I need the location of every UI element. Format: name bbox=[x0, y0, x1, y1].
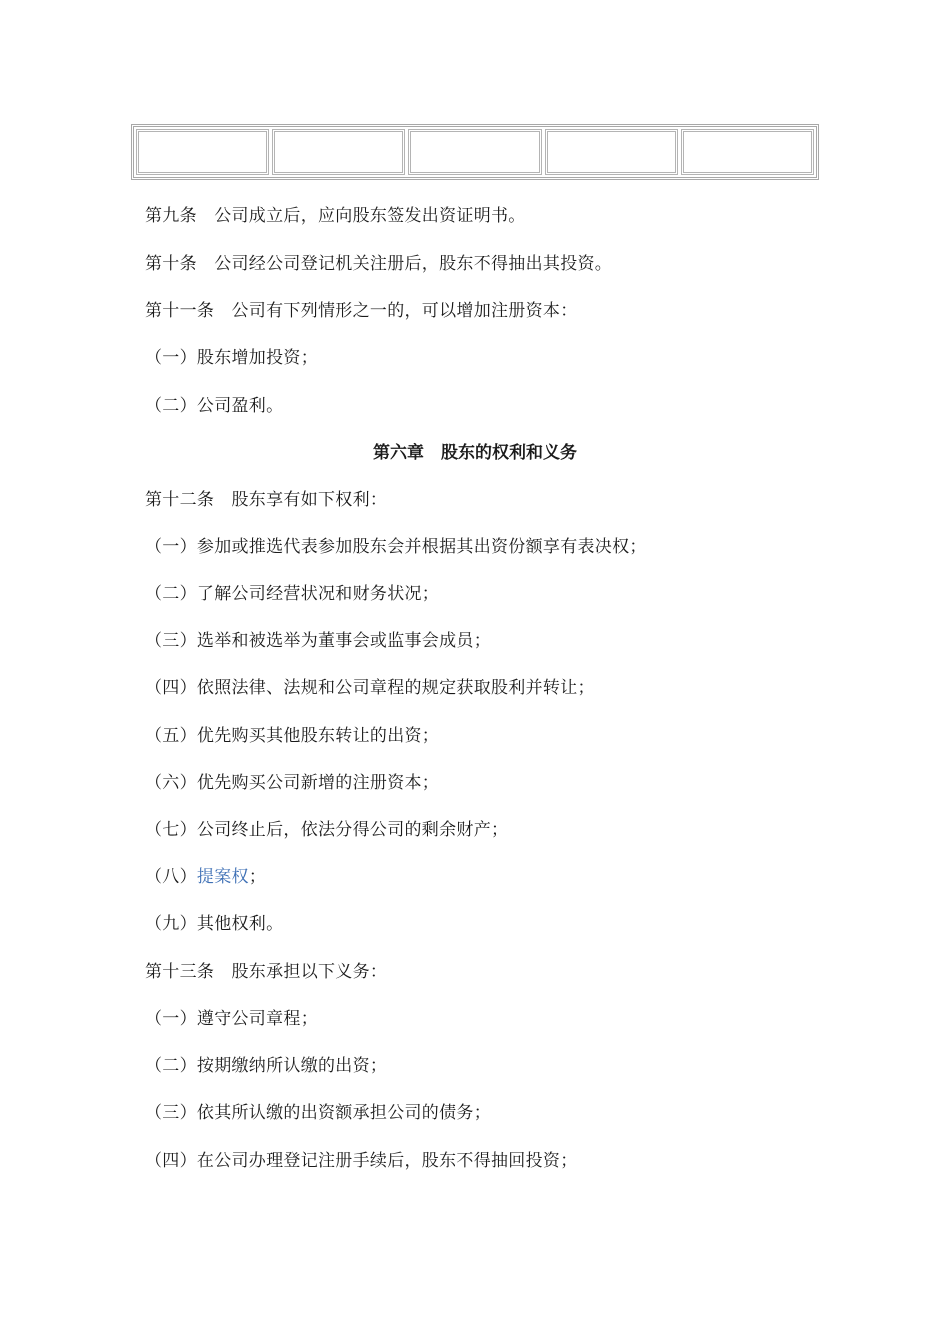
table-cell bbox=[545, 129, 678, 175]
empty-table bbox=[131, 124, 819, 180]
article-13: 第十三条 股东承担以下义务： bbox=[145, 962, 388, 982]
chapter-6-heading: 第六章 股东的权利和义务 bbox=[373, 443, 577, 463]
table-cell bbox=[272, 129, 405, 175]
article-12-item: （五）优先购买其他股东转让的出资； bbox=[145, 726, 440, 746]
item-8-suffix: ； bbox=[248, 867, 267, 887]
article-12-item: （七）公司终止后，依法分得公司的剩余财产； bbox=[145, 820, 509, 840]
table-cell bbox=[136, 129, 269, 175]
article-13-item: （一）遵守公司章程； bbox=[145, 1009, 318, 1029]
item-8-prefix: （八） bbox=[145, 867, 197, 887]
article-12-item: （三）选举和被选举为董事会或监事会成员； bbox=[145, 631, 491, 651]
article-13-item: （三）依其所认缴的出资额承担公司的债务； bbox=[145, 1103, 491, 1123]
article-12-item: （四）依照法律、法规和公司章程的规定获取股利并转让； bbox=[145, 678, 595, 698]
article-12: 第十二条 股东享有如下权利： bbox=[145, 490, 388, 510]
article-12-item-8 bbox=[145, 866, 266, 888]
article-12-item: （九）其他权利。 bbox=[145, 914, 284, 934]
article-13-item: （四）在公司办理登记注册手续后，股东不得抽回投资； bbox=[145, 1151, 578, 1171]
article-11-item: （二）公司盈利。 bbox=[145, 396, 284, 416]
table-cell bbox=[681, 129, 814, 175]
proposal-right-link[interactable]: 提案权 bbox=[196, 867, 249, 887]
article-12-item: （二）了解公司经营状况和财务状况； bbox=[145, 584, 440, 604]
article-9: 第九条 公司成立后，应向股东签发出资证明书。 bbox=[145, 206, 526, 226]
article-12-item: （六）优先购买公司新增的注册资本； bbox=[145, 773, 440, 793]
article-13-item: （二）按期缴纳所认缴的出资； bbox=[145, 1056, 388, 1076]
article-11-item: （一）股东增加投资； bbox=[145, 348, 318, 368]
table-cell bbox=[408, 129, 541, 175]
article-11: 第十一条 公司有下列情形之一的，可以增加注册资本： bbox=[145, 301, 578, 321]
article-12-item: （一）参加或推选代表参加股东会并根据其出资份额享有表决权； bbox=[145, 537, 647, 557]
article-10: 第十条 公司经公司登记机关注册后，股东不得抽出其投资。 bbox=[145, 254, 613, 274]
